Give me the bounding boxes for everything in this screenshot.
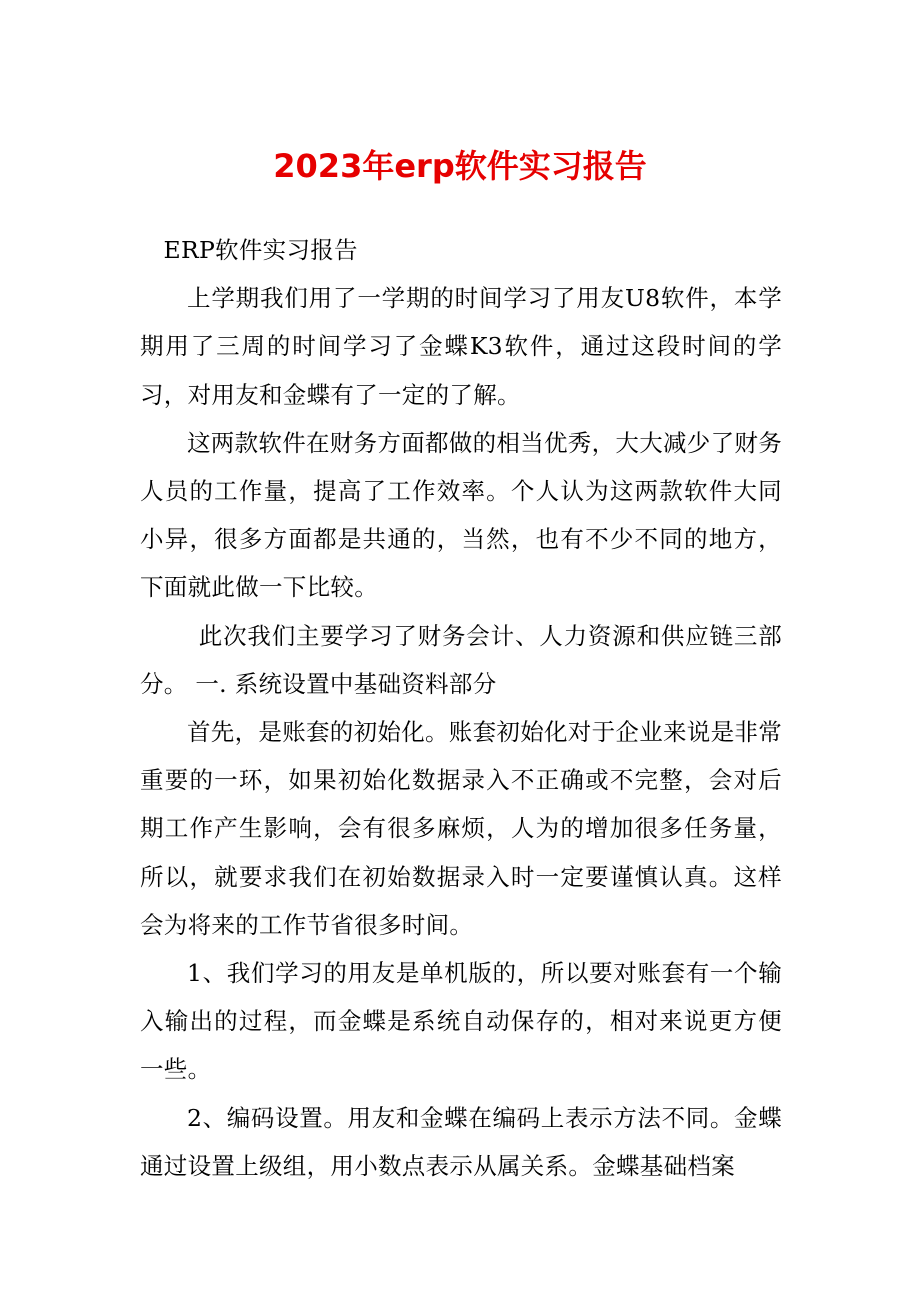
paragraph-comparison: 这两款软件在财务方面都做的相当优秀，大大减少了财务人员的工作量，提高了工作效率。个人认为这两款软件大同小异，很多方面都是共通的，当然，也有不少不同的地方，下面就此做一下比较。 [140,428,782,602]
paragraph-point-2: 2、编码设置。用友和金蝶在编码上表示方法不同。金蝶通过设置上级组，用小数点表示从属关系。金蝶基础档案 [140,1103,782,1180]
document-body [140,226,782,1190]
document-subtitle: ERP软件实习报告 [163,236,358,264]
paragraph-point-1: 1、我们学习的用友是单机版的，所以要对账套有一个输入输出的过程，而金蝶是系统自动保存的，相对来说更方便一些。 [140,959,782,1084]
paragraph-scope: 此次我们主要学习了财务会计、人力资源和供应链三部分。 一. 系统设置中基础资料部分 [140,621,782,698]
document-title: 2023年erp软件实习报告 [273,147,647,185]
paragraph-intro: 上学期我们用了一学期的时间学习了用友U8软件，本学期用了三周的时间学习了金蝶K3软件，通过这段时间的学习，对用友和金蝶有了一定的了解。 [140,284,782,409]
paragraph-initialization: 首先，是账套的初始化。账套初始化对于企业来说是非常重要的一环，如果初始化数据录入不正确或不完整，会对后期工作产生影响，会有很多麻烦，人为的增加很多任务量，所以，就要求我们在初始数据录入时一定要谨慎认真。这样会为将来的工作节省很多时间。 [140,718,782,939]
